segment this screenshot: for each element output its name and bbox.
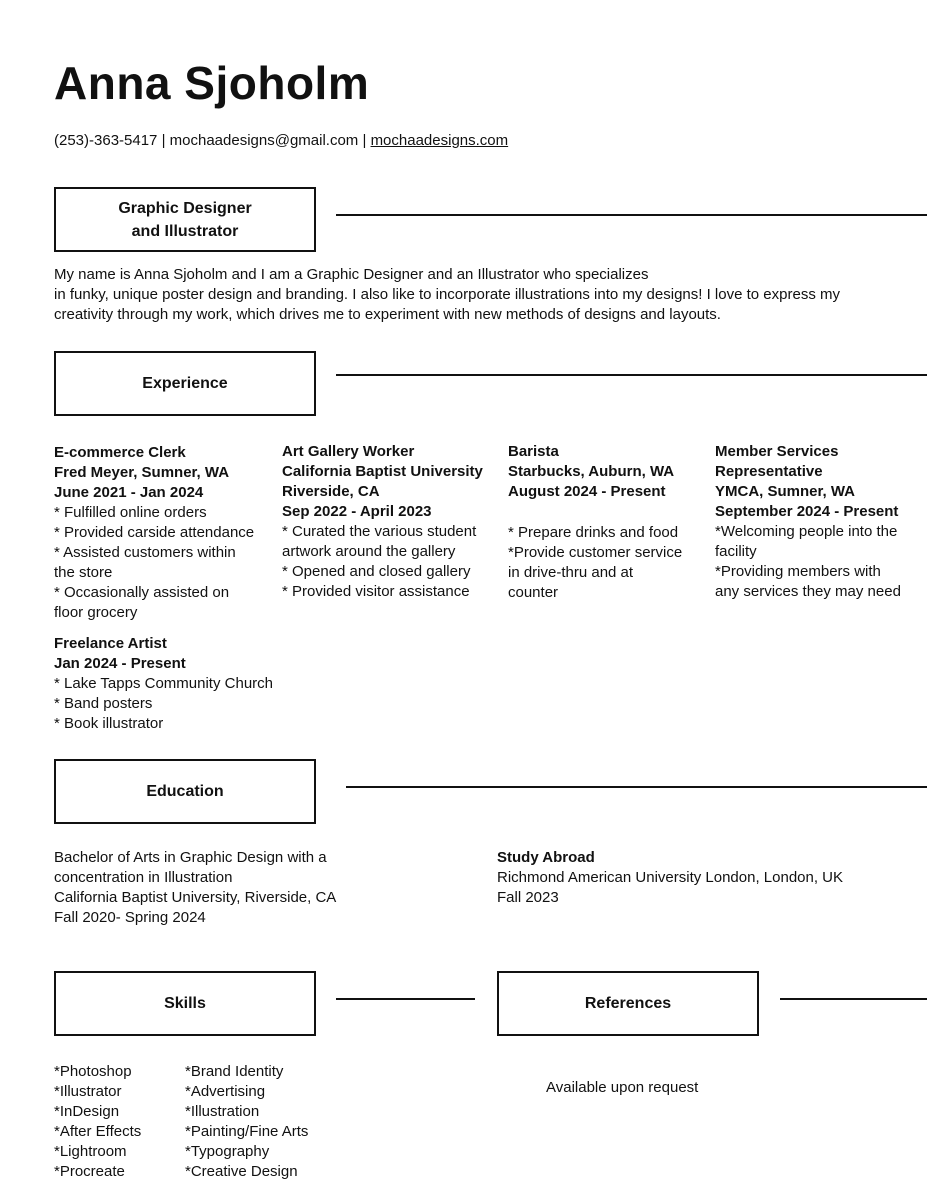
job-dates: June 2021 - Jan 2024 — [54, 484, 204, 501]
skill-item: *Brand Identity — [185, 1063, 284, 1080]
skill-item: *Photoshop — [54, 1063, 132, 1080]
job-detail: *Provide customer service — [508, 544, 683, 561]
education-dates: Fall 2020- Spring 2024 — [54, 909, 206, 926]
job-entry — [282, 442, 483, 602]
job-dates: August 2024 - Present — [508, 483, 666, 500]
job-detail: * Provided carside attendance — [54, 524, 255, 541]
references-divider — [780, 998, 927, 1000]
job-detail: * Assisted customers within — [54, 544, 236, 561]
school-name: California Baptist University, Riverside, CA — [54, 889, 337, 906]
job-entry — [715, 442, 901, 602]
job-detail: floor grocery — [54, 604, 138, 621]
education-heading: Education — [146, 783, 224, 800]
summary-line: creativity through my work, which drives me to experiment with new methods of designs and layouts. — [54, 306, 721, 323]
job-detail: * Book illustrator — [54, 715, 164, 732]
job-role: Art Gallery Worker — [282, 443, 415, 460]
degree-entry — [54, 848, 336, 928]
study-abroad-school: Richmond American University London, London, UK — [497, 869, 844, 886]
job-dates: Jan 2024 - Present — [54, 655, 186, 672]
job-detail: * Occasionally assisted on — [54, 584, 230, 601]
contact-line — [54, 131, 508, 151]
skills-heading-box — [54, 971, 316, 1036]
job-detail: counter — [508, 584, 559, 601]
phone-number: (253)-363-5417 — [54, 132, 158, 149]
skill-item: *InDesign — [54, 1103, 120, 1120]
references-heading: References — [584, 995, 672, 1012]
job-dates: September 2024 - Present — [715, 503, 899, 520]
skill-item: *Procreate — [54, 1163, 125, 1180]
references-text: Available upon request — [546, 1079, 699, 1096]
job-detail: * Band posters — [54, 695, 153, 712]
job-org: California Baptist University — [282, 463, 483, 480]
skill-item: *Advertising — [185, 1083, 266, 1100]
skills-divider — [336, 998, 475, 1000]
job-role-continued: Representative — [715, 463, 823, 480]
experience-heading-box — [54, 351, 316, 416]
job-detail: the store — [54, 564, 113, 581]
summary-paragraph — [54, 265, 914, 325]
job-entry — [54, 634, 273, 734]
title-divider — [336, 214, 927, 216]
study-abroad-entry — [497, 848, 843, 908]
degree-line: Bachelor of Arts in Graphic Design with a — [54, 849, 327, 866]
job-dates: Sep 2022 - April 2023 — [282, 503, 432, 520]
references-heading-box — [497, 971, 759, 1036]
education-divider — [346, 786, 927, 788]
summary-line: in funky, unique poster design and branding. I also like to incorporate illustrations into my designs! I love to express my — [54, 286, 840, 303]
education-heading-box — [54, 759, 316, 824]
job-detail: * Prepare drinks and food — [508, 524, 679, 541]
study-abroad-dates: Fall 2023 — [497, 889, 559, 906]
job-entry — [54, 443, 254, 623]
job-detail: in drive-thru and at — [508, 564, 634, 581]
contact-separator: | — [161, 132, 166, 149]
job-role: Freelance Artist — [54, 635, 167, 652]
job-detail: * Fulfilled online orders — [54, 504, 207, 521]
job-detail: * Opened and closed gallery — [282, 563, 471, 580]
job-entry — [508, 442, 682, 603]
skill-item: *After Effects — [54, 1123, 142, 1140]
website-link[interactable]: mochaadesigns.com — [370, 132, 509, 149]
skill-item: *Illustration — [185, 1103, 260, 1120]
skill-item: *Lightroom — [54, 1143, 127, 1160]
skills-column-2 — [185, 1062, 308, 1182]
job-role: Member Services — [715, 443, 839, 460]
title-line-1: Graphic Designer — [118, 199, 252, 217]
job-role: E-commerce Clerk — [54, 444, 186, 461]
title-box — [54, 187, 316, 252]
title-line-2: and Illustrator — [131, 222, 239, 240]
job-detail: * Provided visitor assistance — [282, 583, 470, 600]
job-org: Fred Meyer, Sumner, WA — [54, 464, 230, 481]
job-detail: any services they may need — [715, 583, 901, 600]
skill-item: *Illustrator — [54, 1083, 122, 1100]
job-detail: facility — [715, 543, 757, 560]
email-address: mochaadesigns@gmail.com — [169, 132, 359, 149]
job-org-location: Riverside, CA — [282, 483, 380, 500]
job-detail: artwork around the gallery — [282, 543, 456, 560]
skill-item: *Typography — [185, 1143, 270, 1160]
job-detail: * Lake Tapps Community Church — [54, 675, 273, 692]
resume-name: Anna Sjoholm — [54, 57, 370, 109]
job-detail: *Providing members with — [715, 563, 881, 580]
skill-item: *Creative Design — [185, 1163, 298, 1180]
job-org: Starbucks, Auburn, WA — [508, 463, 675, 480]
skill-item: *Painting/Fine Arts — [185, 1123, 309, 1140]
degree-line: concentration in Illustration — [54, 869, 233, 886]
experience-divider — [336, 374, 927, 376]
experience-heading: Experience — [142, 375, 228, 392]
job-org: YMCA, Sumner, WA — [715, 483, 856, 500]
contact-separator: | — [362, 132, 367, 149]
job-detail: *Welcoming people into the — [715, 523, 898, 540]
skills-column-1 — [54, 1062, 141, 1182]
job-role: Barista — [508, 443, 559, 460]
study-abroad-title: Study Abroad — [497, 849, 595, 866]
summary-line: My name is Anna Sjoholm and I am a Graphic Designer and an Illustrator who specializes — [54, 266, 649, 283]
skills-heading: Skills — [164, 995, 206, 1012]
job-detail: * Curated the various student — [282, 523, 477, 540]
